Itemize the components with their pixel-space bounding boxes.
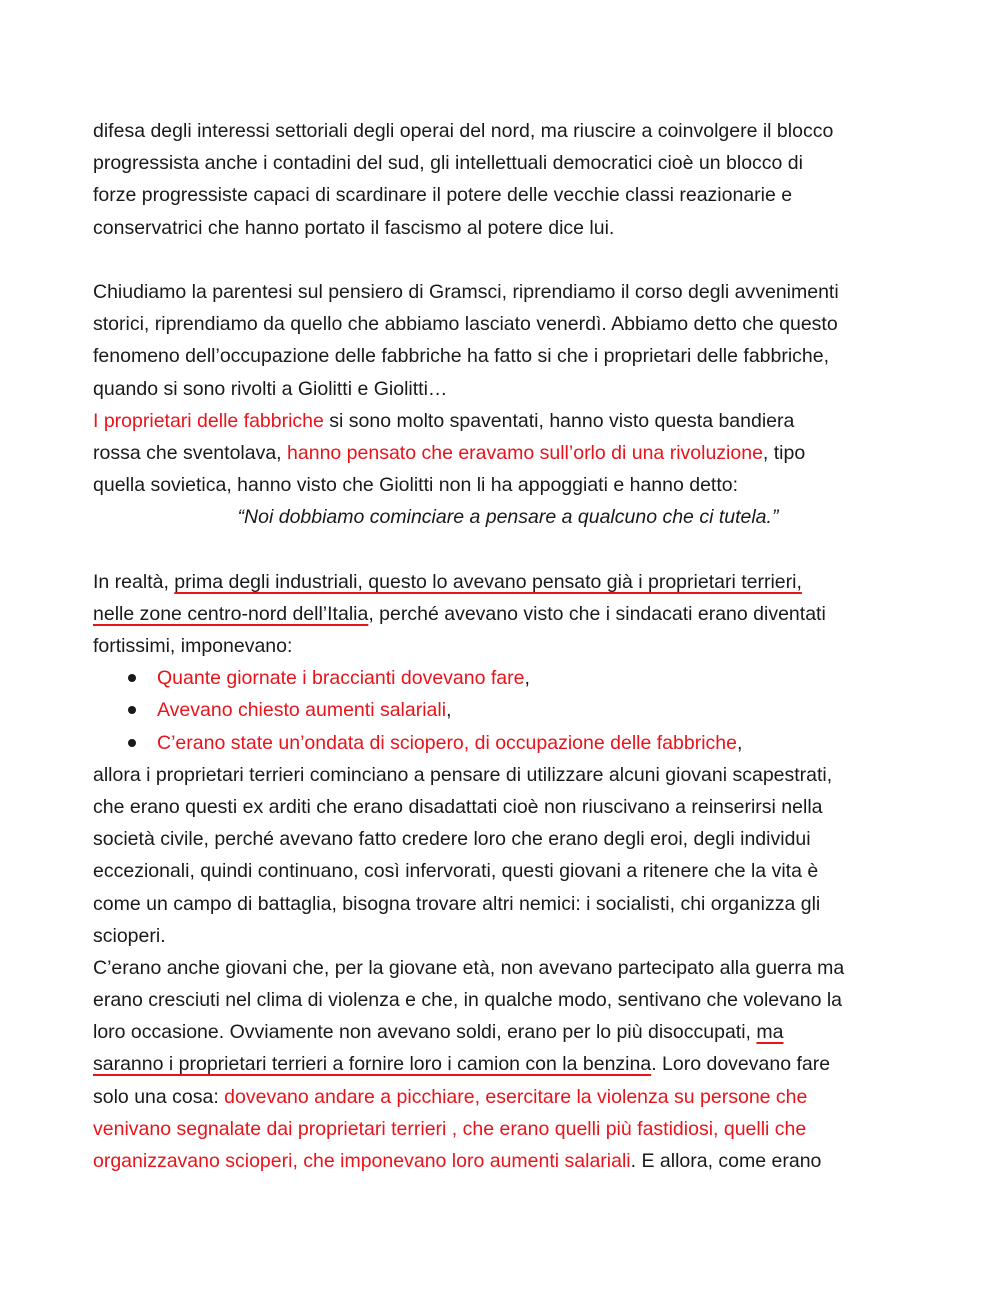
text-segment: , perché avevano visto che i sindacati erano diventati [368, 602, 826, 625]
bullet-item [93, 662, 923, 694]
text-line [93, 405, 923, 437]
highlighted-text: dovevano andare a picchiare, esercitare la violenza su persone che [224, 1085, 808, 1108]
underlined-text: ma [756, 1021, 784, 1044]
text-line: fortissimi, imponevano: [93, 635, 293, 657]
text-line: Chiudiamo la parentesi sul pensiero di Gramsci, riprendiamo il corso degli avvenimenti [93, 280, 839, 303]
text-line: progressista anche i contadini del sud, gli intellettuali democratici cioè un blocco di [93, 152, 803, 175]
highlighted-text: organizzavano scioperi, che imponevano loro aumenti salariali [93, 1150, 631, 1172]
bullet-item [93, 694, 923, 726]
text-line [93, 1081, 923, 1113]
paragraph-gap [93, 533, 923, 565]
text-segment: solo una cosa: [93, 1085, 225, 1108]
text-line [93, 1145, 923, 1177]
text-line: C’erano anche giovani che, per la giovane età, non avevano partecipato alla guerra ma [93, 956, 845, 979]
text-segment: loro occasione. Ovviamente non avevano soldi, erano per lo più disoccupati, [93, 1021, 757, 1044]
text-line [93, 598, 923, 630]
bullet-icon [128, 706, 136, 714]
text-segment: , tipo [762, 441, 806, 464]
text-line: che erano questi ex arditi che erano disadattati cioè non riuscivano a reinserirsi nella [93, 795, 823, 818]
text-segment: In realtà, [93, 570, 175, 593]
text-line [93, 1016, 923, 1048]
highlighted-text: Quante giornate i braccianti dovevano fare [157, 667, 525, 690]
text-segment: . Loro dovevano fare [651, 1053, 831, 1076]
bullet-item [93, 727, 923, 759]
quote: “Noi dobbiamo cominciare a pensare a qualcuno che ci tutela.” [237, 506, 779, 529]
text-segment: , [446, 699, 452, 722]
text-line: forze progressiste capaci di scardinare il potere delle vecchie classi reazionarie e [93, 184, 793, 207]
highlighted-text: venivano segnalate dai proprietari terrieri , che erano quelli più fastidiosi, quelli che [93, 1117, 807, 1140]
bullet-icon [128, 739, 136, 747]
text-line: conservatrici che hanno portato il fascismo al potere dice lui. [93, 216, 615, 239]
highlighted-text: hanno pensato che eravamo sull’orlo di una rivoluzione [287, 441, 763, 464]
text-line: fenomeno dell’occupazione delle fabbriche ha fatto si che i proprietari delle fabbriche, [93, 345, 830, 368]
text-segment: rossa che sventolava, [93, 441, 288, 464]
text-line: eccezionali, quindi continuano, così infervorati, questi giovani a ritenere che la vita è [93, 860, 819, 883]
text-segment: si sono molto spaventati, hanno visto questa bandiera [323, 409, 795, 432]
highlighted-text: I proprietari delle fabbriche [93, 409, 324, 432]
text-line [93, 1113, 923, 1145]
text-line [93, 1048, 923, 1080]
paragraph-gap [93, 244, 923, 276]
highlighted-text: C’erano state un’ondata di sciopero, di occupazione delle fabbriche [157, 731, 737, 754]
bullet-icon [128, 674, 136, 682]
text-line [93, 437, 923, 469]
text-line: allora i proprietari terrieri cominciano a pensare di utilizzare alcuni giovani scapestrati, [93, 763, 833, 786]
highlighted-text: Avevano chiesto aumenti salariali [157, 699, 447, 722]
text-segment: . E allora, come erano [630, 1150, 822, 1172]
text-line: come un campo di battaglia, bisogna trovare altri nemici: i socialisti, chi organizza gli [93, 892, 821, 915]
underlined-text: prima degli industriali, questo lo avevano pensato già i proprietari terrieri, [174, 570, 802, 593]
text-line: erano cresciuti nel clima di violenza e che, in qualche modo, sentivano che volevano la [93, 989, 843, 1012]
text-line: storici, riprendiamo da quello che abbiamo lasciato venerdì. Abbiamo detto che questo [93, 313, 838, 336]
text-segment: , [736, 731, 743, 754]
document-text [93, 115, 923, 1177]
text-line: quando si sono rivolti a Giolitti e Giolitti… [93, 377, 448, 400]
underlined-text: nelle zone centro-nord dell’Italia [93, 602, 369, 625]
text-line: società civile, perché avevano fatto credere loro che erano degli eroi, degli individui [93, 828, 811, 851]
underlined-text: saranno i proprietari terrieri a fornire loro i camion con la benzina [93, 1053, 652, 1076]
text-segment: , [524, 667, 530, 690]
text-line: scioperi. [93, 924, 166, 947]
text-line [93, 566, 923, 598]
text-line: difesa degli interessi settoriali degli operai del nord, ma riuscire a coinvolgere il blocco [93, 120, 834, 142]
text-line: quella sovietica, hanno visto che Giolitti non li ha appoggiati e hanno detto: [93, 474, 739, 497]
